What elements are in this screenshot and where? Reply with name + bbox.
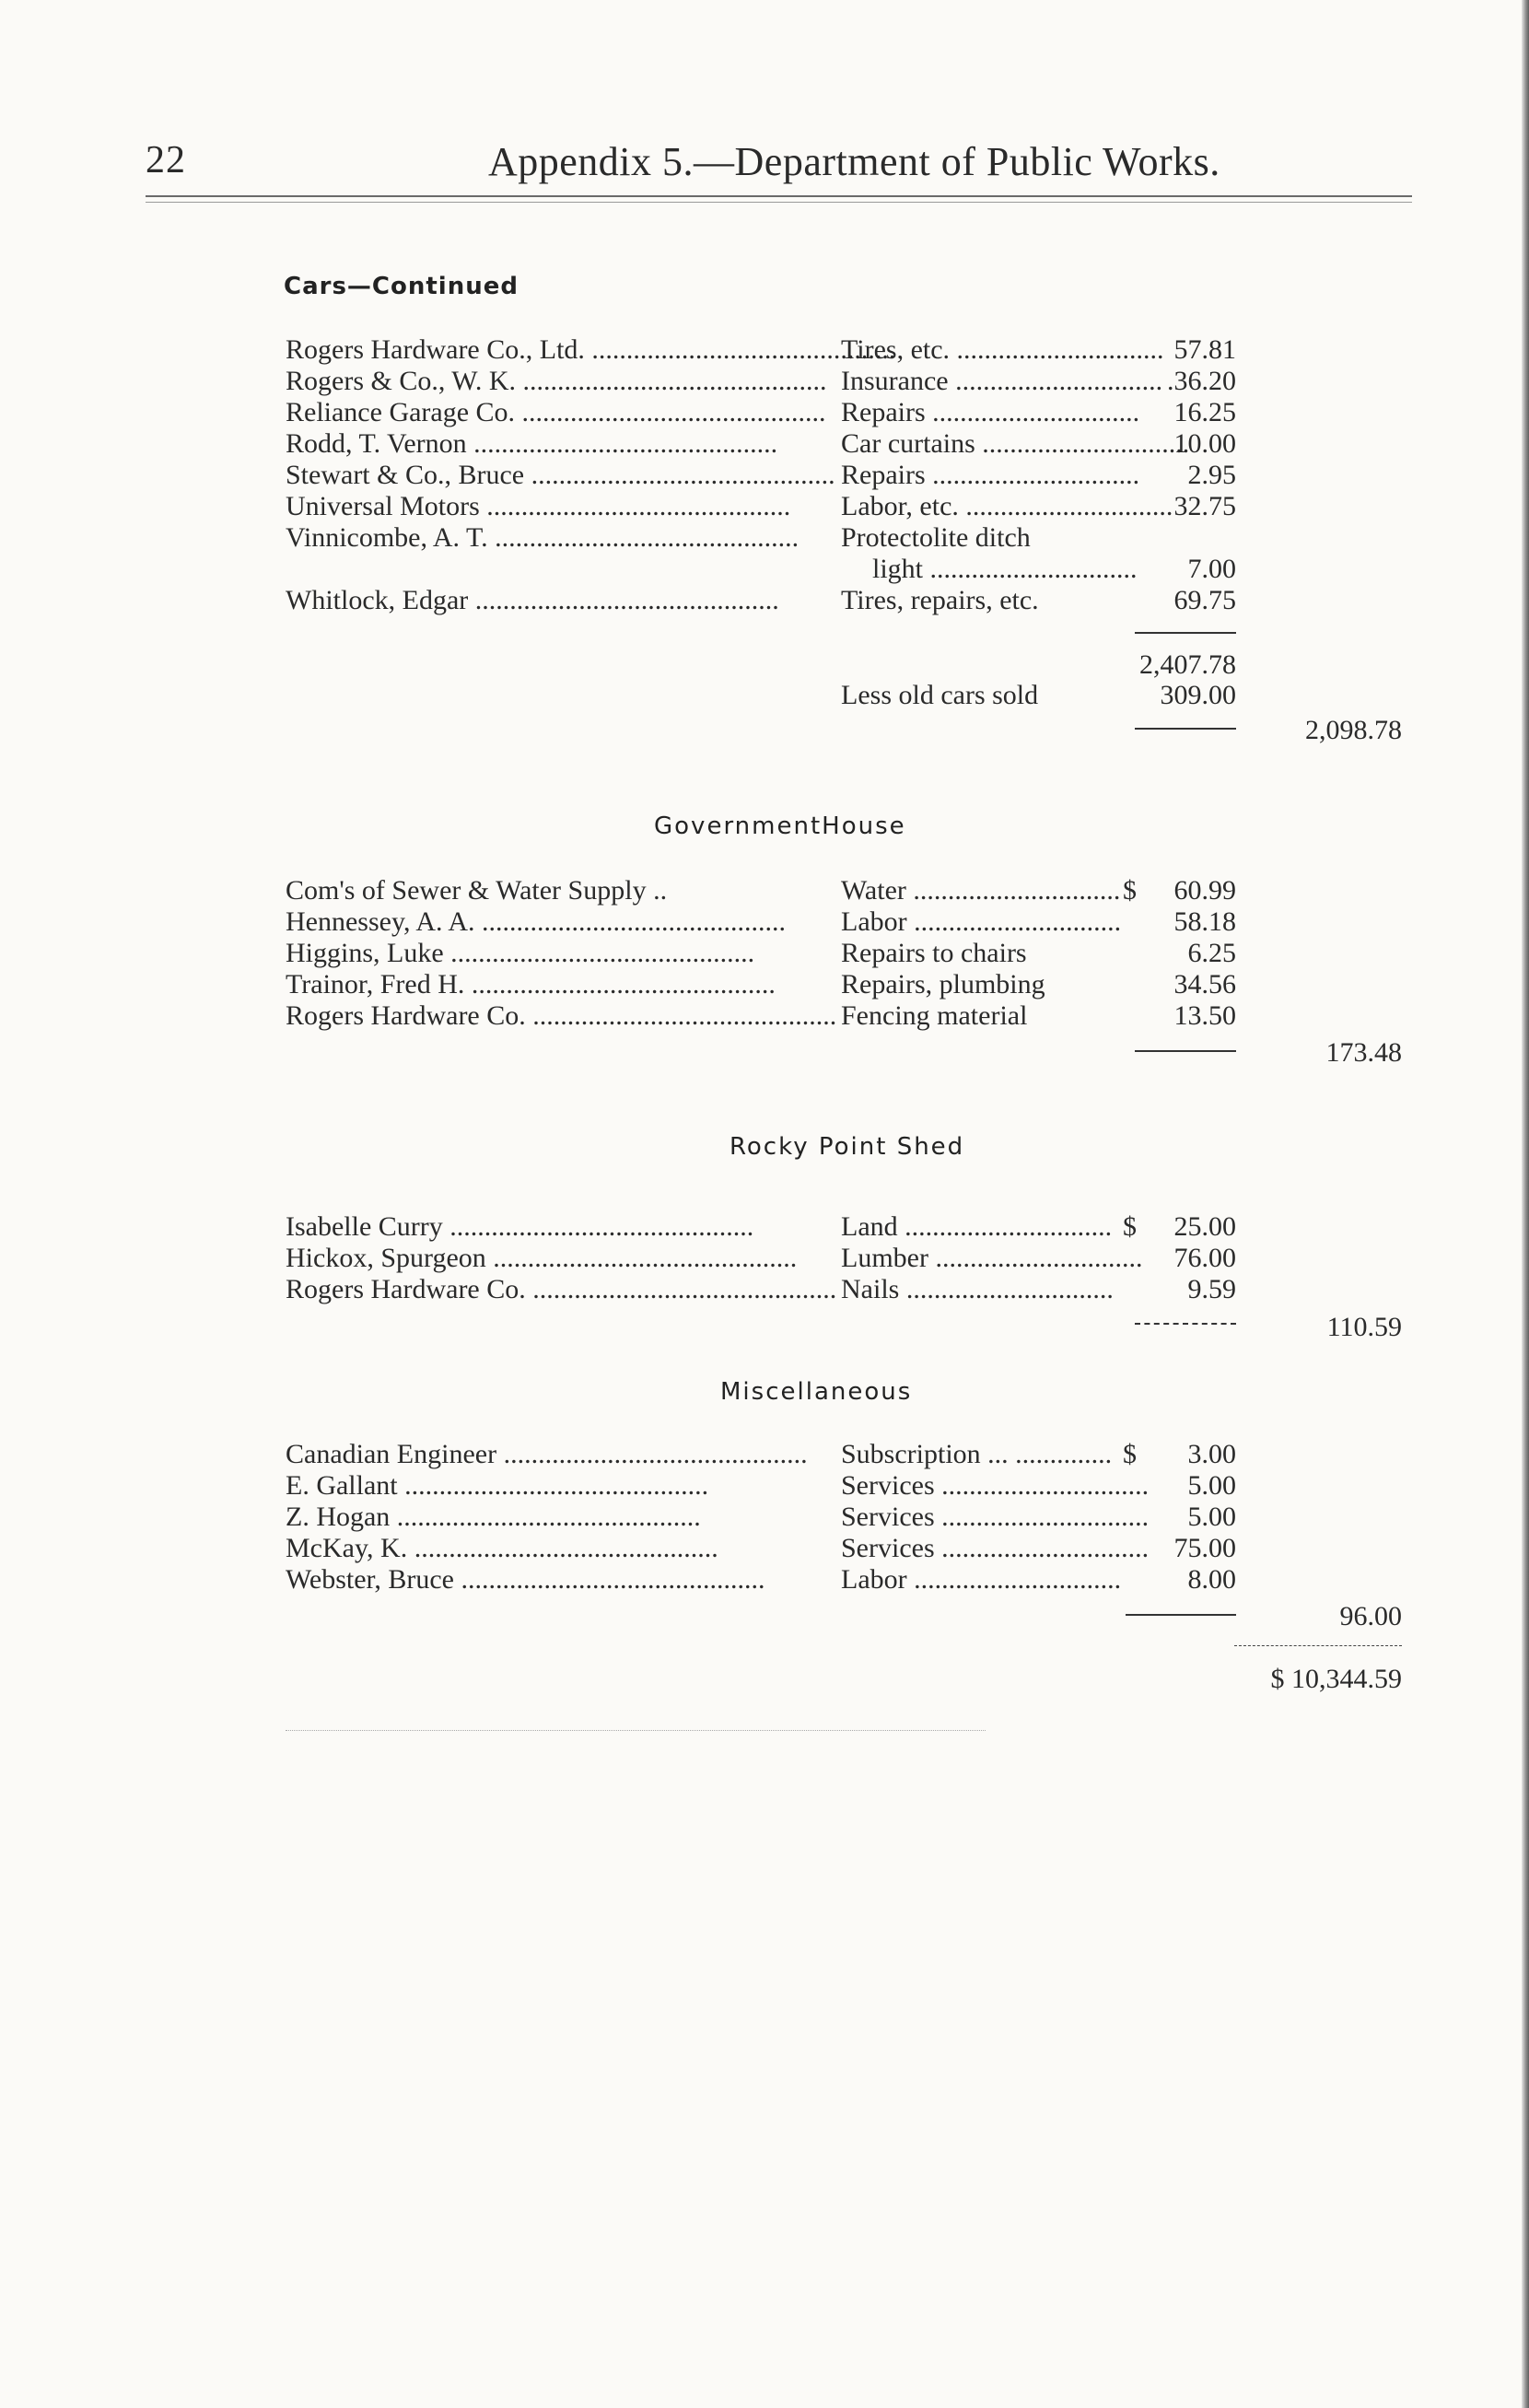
table-row bbox=[0, 585, 1529, 616]
table-row bbox=[0, 1502, 1529, 1533]
item-desc: Repairs .............................. bbox=[841, 460, 1140, 490]
item-amount: 34.56 bbox=[1173, 969, 1236, 999]
item-desc: Water .............................. bbox=[841, 875, 1121, 906]
section-heading: Miscellaneous bbox=[720, 1378, 913, 1406]
sum-rule bbox=[1135, 1323, 1236, 1325]
item-desc: Insurance .............................. bbox=[841, 366, 1163, 396]
item-desc: Repairs to chairs bbox=[841, 938, 1027, 968]
sum-rule bbox=[1135, 728, 1236, 730]
payee: Stewart & Co., Bruce ............................................ bbox=[286, 460, 835, 490]
item-amount: 5.00 bbox=[1187, 1502, 1236, 1532]
table-row bbox=[0, 938, 1529, 969]
item-desc: Car curtains .............................. bbox=[841, 428, 1190, 459]
table-row bbox=[0, 1243, 1529, 1274]
table-row bbox=[0, 1000, 1529, 1032]
table-row bbox=[0, 906, 1529, 938]
payee: McKay, K. ............................................ bbox=[286, 1533, 718, 1563]
item-amount: 13.50 bbox=[1173, 1000, 1236, 1031]
section-total: 96.00 bbox=[1339, 1601, 1402, 1631]
item-amount: 8.00 bbox=[1187, 1564, 1236, 1595]
item-amount: 75.00 bbox=[1173, 1533, 1236, 1563]
item-amount: 25.00 bbox=[1173, 1211, 1236, 1242]
table-row bbox=[0, 460, 1529, 491]
table-row bbox=[0, 334, 1529, 366]
payee: E. Gallant ............................................ bbox=[286, 1470, 709, 1501]
payee: Vinnicombe, A. T. ............................................ bbox=[286, 522, 800, 553]
table-row bbox=[0, 1533, 1529, 1564]
item-desc: Labor, etc. .............................. bbox=[841, 491, 1173, 521]
item-desc: Labor .............................. bbox=[841, 906, 1122, 937]
table-row bbox=[0, 491, 1529, 522]
currency: $ bbox=[1123, 1211, 1137, 1242]
page-title: Appendix 5.—Department of Public Works. bbox=[488, 139, 1220, 184]
item-amount: 57.81 bbox=[1173, 334, 1236, 365]
item-amount: 76.00 bbox=[1173, 1243, 1236, 1273]
item-desc: Labor .............................. bbox=[841, 1564, 1122, 1595]
table-row bbox=[0, 1274, 1529, 1305]
less-label: Less old cars sold bbox=[841, 680, 1039, 710]
table-row bbox=[0, 554, 1529, 585]
table-row bbox=[0, 522, 1529, 554]
item-desc: Subscription ... .............. bbox=[841, 1439, 1113, 1469]
grand-total: $ 10,344.59 bbox=[1270, 1664, 1402, 1694]
table-row bbox=[0, 1211, 1529, 1243]
item-amount: 58.18 bbox=[1173, 906, 1236, 937]
item-amount: 69.75 bbox=[1173, 585, 1236, 615]
item-amount: 7.00 bbox=[1187, 554, 1236, 584]
payee: Higgins, Luke ............................................ bbox=[286, 938, 755, 968]
payee: Canadian Engineer ............................................ bbox=[286, 1439, 808, 1469]
item-amount: 10.00 bbox=[1173, 428, 1236, 459]
item-amount: 5.00 bbox=[1187, 1470, 1236, 1501]
payee: Rogers & Co., W. K. ............................................ bbox=[286, 366, 827, 396]
currency: $ bbox=[1123, 1439, 1137, 1469]
table-row bbox=[0, 969, 1529, 1000]
item-amount: 6.25 bbox=[1187, 938, 1236, 968]
payee: Isabelle Curry ............................................ bbox=[286, 1211, 754, 1242]
table-row bbox=[0, 428, 1529, 460]
sum-rule bbox=[1126, 1614, 1236, 1616]
faint-bleedthrough bbox=[286, 1730, 986, 1731]
section-heading: GovernmentHouse bbox=[654, 812, 906, 840]
table-row bbox=[0, 1564, 1529, 1596]
item-desc: Tires, etc. .............................. bbox=[841, 334, 1164, 365]
item-desc: Land .............................. bbox=[841, 1211, 1113, 1242]
payee: Reliance Garage Co. ............................................ bbox=[286, 397, 826, 427]
item-amount: 9.59 bbox=[1187, 1274, 1236, 1304]
table-row bbox=[0, 366, 1529, 397]
item-desc: Lumber .............................. bbox=[841, 1243, 1143, 1273]
payee: Rogers Hardware Co. ............................................ bbox=[286, 1000, 837, 1031]
table-row bbox=[0, 1470, 1529, 1502]
item-desc: light .............................. bbox=[872, 554, 1138, 584]
currency: $ bbox=[1123, 875, 1137, 906]
item-amount: .36.20 bbox=[1167, 366, 1236, 396]
section-total: 110.59 bbox=[1326, 1312, 1402, 1342]
payee: Whitlock, Edgar ............................................ bbox=[286, 585, 779, 615]
total-rule bbox=[1234, 1645, 1402, 1646]
payee: Rodd, T. Vernon ............................................ bbox=[286, 428, 778, 459]
subtotal: 2,407.78 bbox=[1139, 649, 1236, 680]
page-header bbox=[146, 138, 1398, 193]
item-amount: 2.95 bbox=[1187, 460, 1236, 490]
sum-rule bbox=[1135, 1050, 1236, 1052]
section-heading: Rocky Point Shed bbox=[729, 1133, 965, 1161]
item-desc: Services .............................. bbox=[841, 1502, 1150, 1532]
payee: Universal Motors ............................................ bbox=[286, 491, 791, 521]
payee: Z. Hogan ............................................ bbox=[286, 1502, 701, 1532]
item-desc: Fencing material bbox=[841, 1000, 1028, 1031]
payee: Trainor, Fred H. ............................................ bbox=[286, 969, 776, 999]
item-amount: 32.75 bbox=[1173, 491, 1236, 521]
table-row bbox=[0, 397, 1529, 428]
payee: Hennessey, A. A. ............................................ bbox=[286, 906, 787, 937]
item-amount: 60.99 bbox=[1173, 875, 1236, 906]
less-amount: 309.00 bbox=[1160, 680, 1236, 710]
item-desc: Protectolite ditch bbox=[841, 522, 1031, 553]
sum-rule bbox=[1135, 632, 1236, 634]
section-total: 173.48 bbox=[1325, 1037, 1402, 1068]
item-desc: Nails .............................. bbox=[841, 1274, 1114, 1304]
page-number: 22 bbox=[146, 139, 186, 181]
payee: Rogers Hardware Co., Ltd. ............................................ bbox=[286, 334, 896, 365]
payee: Hickox, Spurgeon ............................................ bbox=[286, 1243, 798, 1273]
item-desc: Services .............................. bbox=[841, 1470, 1150, 1501]
table-row bbox=[0, 875, 1529, 906]
item-desc: Services .............................. bbox=[841, 1533, 1150, 1563]
item-desc: Repairs .............................. bbox=[841, 397, 1140, 427]
table-row bbox=[0, 1439, 1529, 1470]
item-desc: Tires, repairs, etc. bbox=[841, 585, 1039, 615]
payee: Webster, Bruce ............................................ bbox=[286, 1564, 765, 1595]
section-total: 2,098.78 bbox=[1305, 715, 1402, 745]
section-heading: Cars—Continued bbox=[284, 273, 519, 300]
item-desc: Repairs, plumbing bbox=[841, 969, 1045, 999]
item-amount: 3.00 bbox=[1187, 1439, 1236, 1469]
header-rule-thin bbox=[146, 202, 1412, 203]
payee: Com's of Sewer & Water Supply .. bbox=[286, 875, 668, 906]
payee: Rogers Hardware Co. ............................................ bbox=[286, 1274, 837, 1304]
header-rule bbox=[146, 195, 1412, 197]
item-amount: 16.25 bbox=[1173, 397, 1236, 427]
